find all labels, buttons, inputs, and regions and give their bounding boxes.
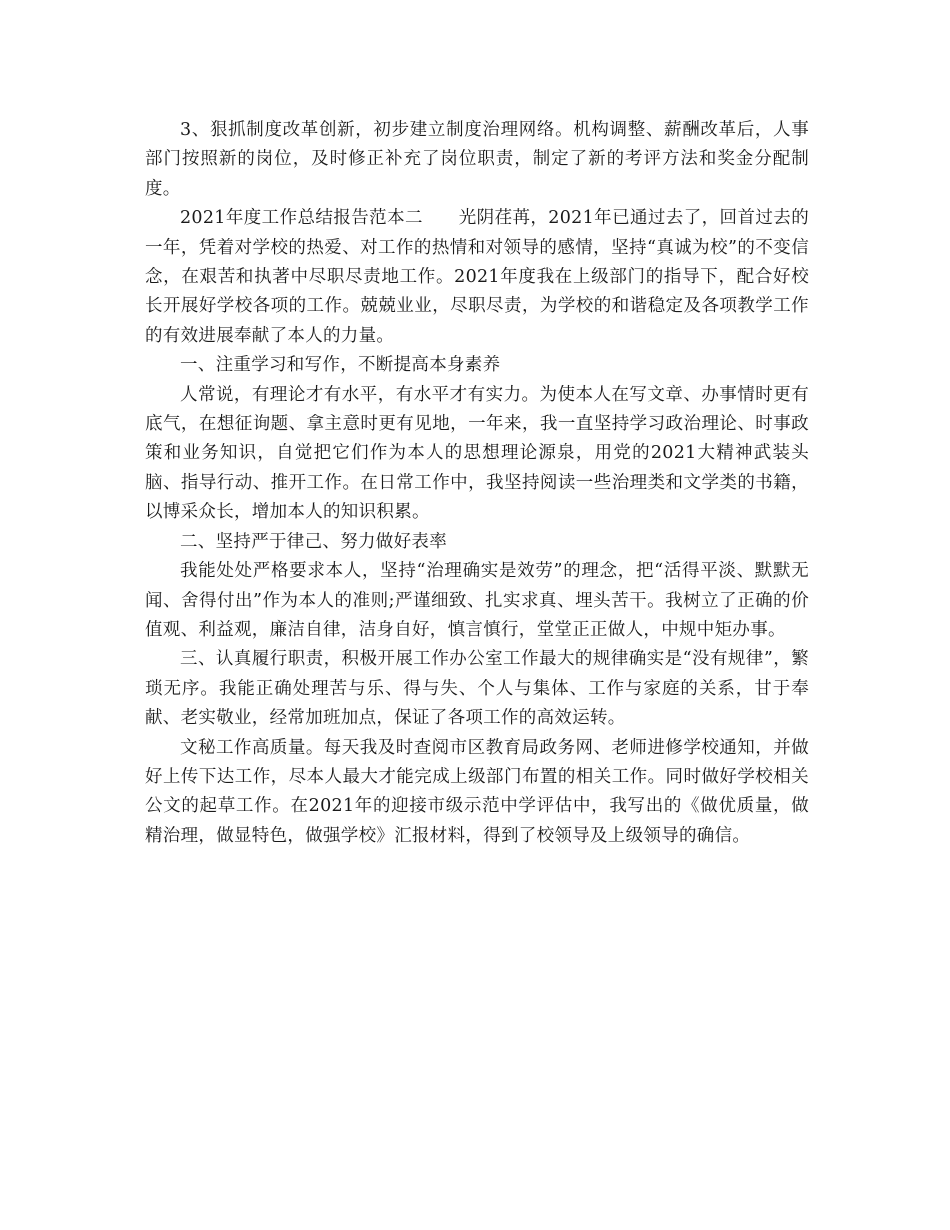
paragraph-study: 人常说，有理论才有水平，有水平才有实力。为使本人在写文章、办事情时更有底气，在想征询题、拿主意时更有见地，一年来，我一直坚持学习政治理论、时事政策和业务知识，自觉把它们作为本人的思想理论源泉，用党的2021大精神武装头脑、指导行动、推开工作。在日常工作中，我坚持阅读一些治理类和文学类的书籍，以博采众长，增加本人的知识积累。	[145, 384, 809, 523]
section-heading-discipline: 二、坚持严于律己、努力做好表率	[180, 531, 447, 552]
section-heading-study: 一、注重学习和写作，不断提高本身素养	[180, 355, 501, 376]
document-body	[145, 116, 809, 851]
paragraph-secretarial-work: 文秘工作高质量。每天我及时查阅市区教育局政务网、老师进修学校通知，并做好上传下达工作，尽本人最大才能完成上级部门布置的相关工作。同时做好学校相关公文的起草工作。在2021年的迎接市级示范中学评估中，我写出的《做优质量，做精治理，做显特色，做强学校》汇报材料，得到了校领导及上级领导的确信。	[145, 737, 809, 846]
paragraph-report-intro: 2021年度工作总结报告范本二 光阴荏苒，2021年已通过去了，回首过去的一年，凭着对学校的热爱、对工作的热情和对领导的感情，坚持“真诚为校”的不变信念，在艰苦和执著中尽职尽责地工作。2021年度我在上级部门的指导下，配合好校长开展好学校各项的工作。兢兢业业，尽职尽责，为学校的和谐稳定及各项教学工作的有效进展奉献了本人的力量。	[145, 208, 809, 346]
section-heading-duties: 三、认真履行职责，积极开展工作办公室工作最大的规律确实是“没有规律”，繁琐无序。我能正确处理苦与乐、得与失、个人与集体、工作与家庭的关系，甘于奉献、老实敬业，经常加班加点，保证了各项工作的高效运转。	[145, 649, 809, 729]
paragraph-discipline: 我能处处严格要求本人，坚持“治理确实是效劳”的理念，把“活得平淡、默默无闻、舍得付出”作为本人的准则;严谨细致、扎实求真、埋头苦干。我树立了正确的价值观、利益观，廉洁自律，洁身自好，慎言慎行，堂堂正正做人，中规中矩办事。	[145, 561, 809, 640]
paragraph-system-reform: 3、狠抓制度改革创新，初步建立制度治理网络。机构调整、薪酬改革后，人事部门按照新的岗位，及时修正补充了岗位职责，制定了新的考评方法和奖金分配制度。	[145, 120, 809, 199]
